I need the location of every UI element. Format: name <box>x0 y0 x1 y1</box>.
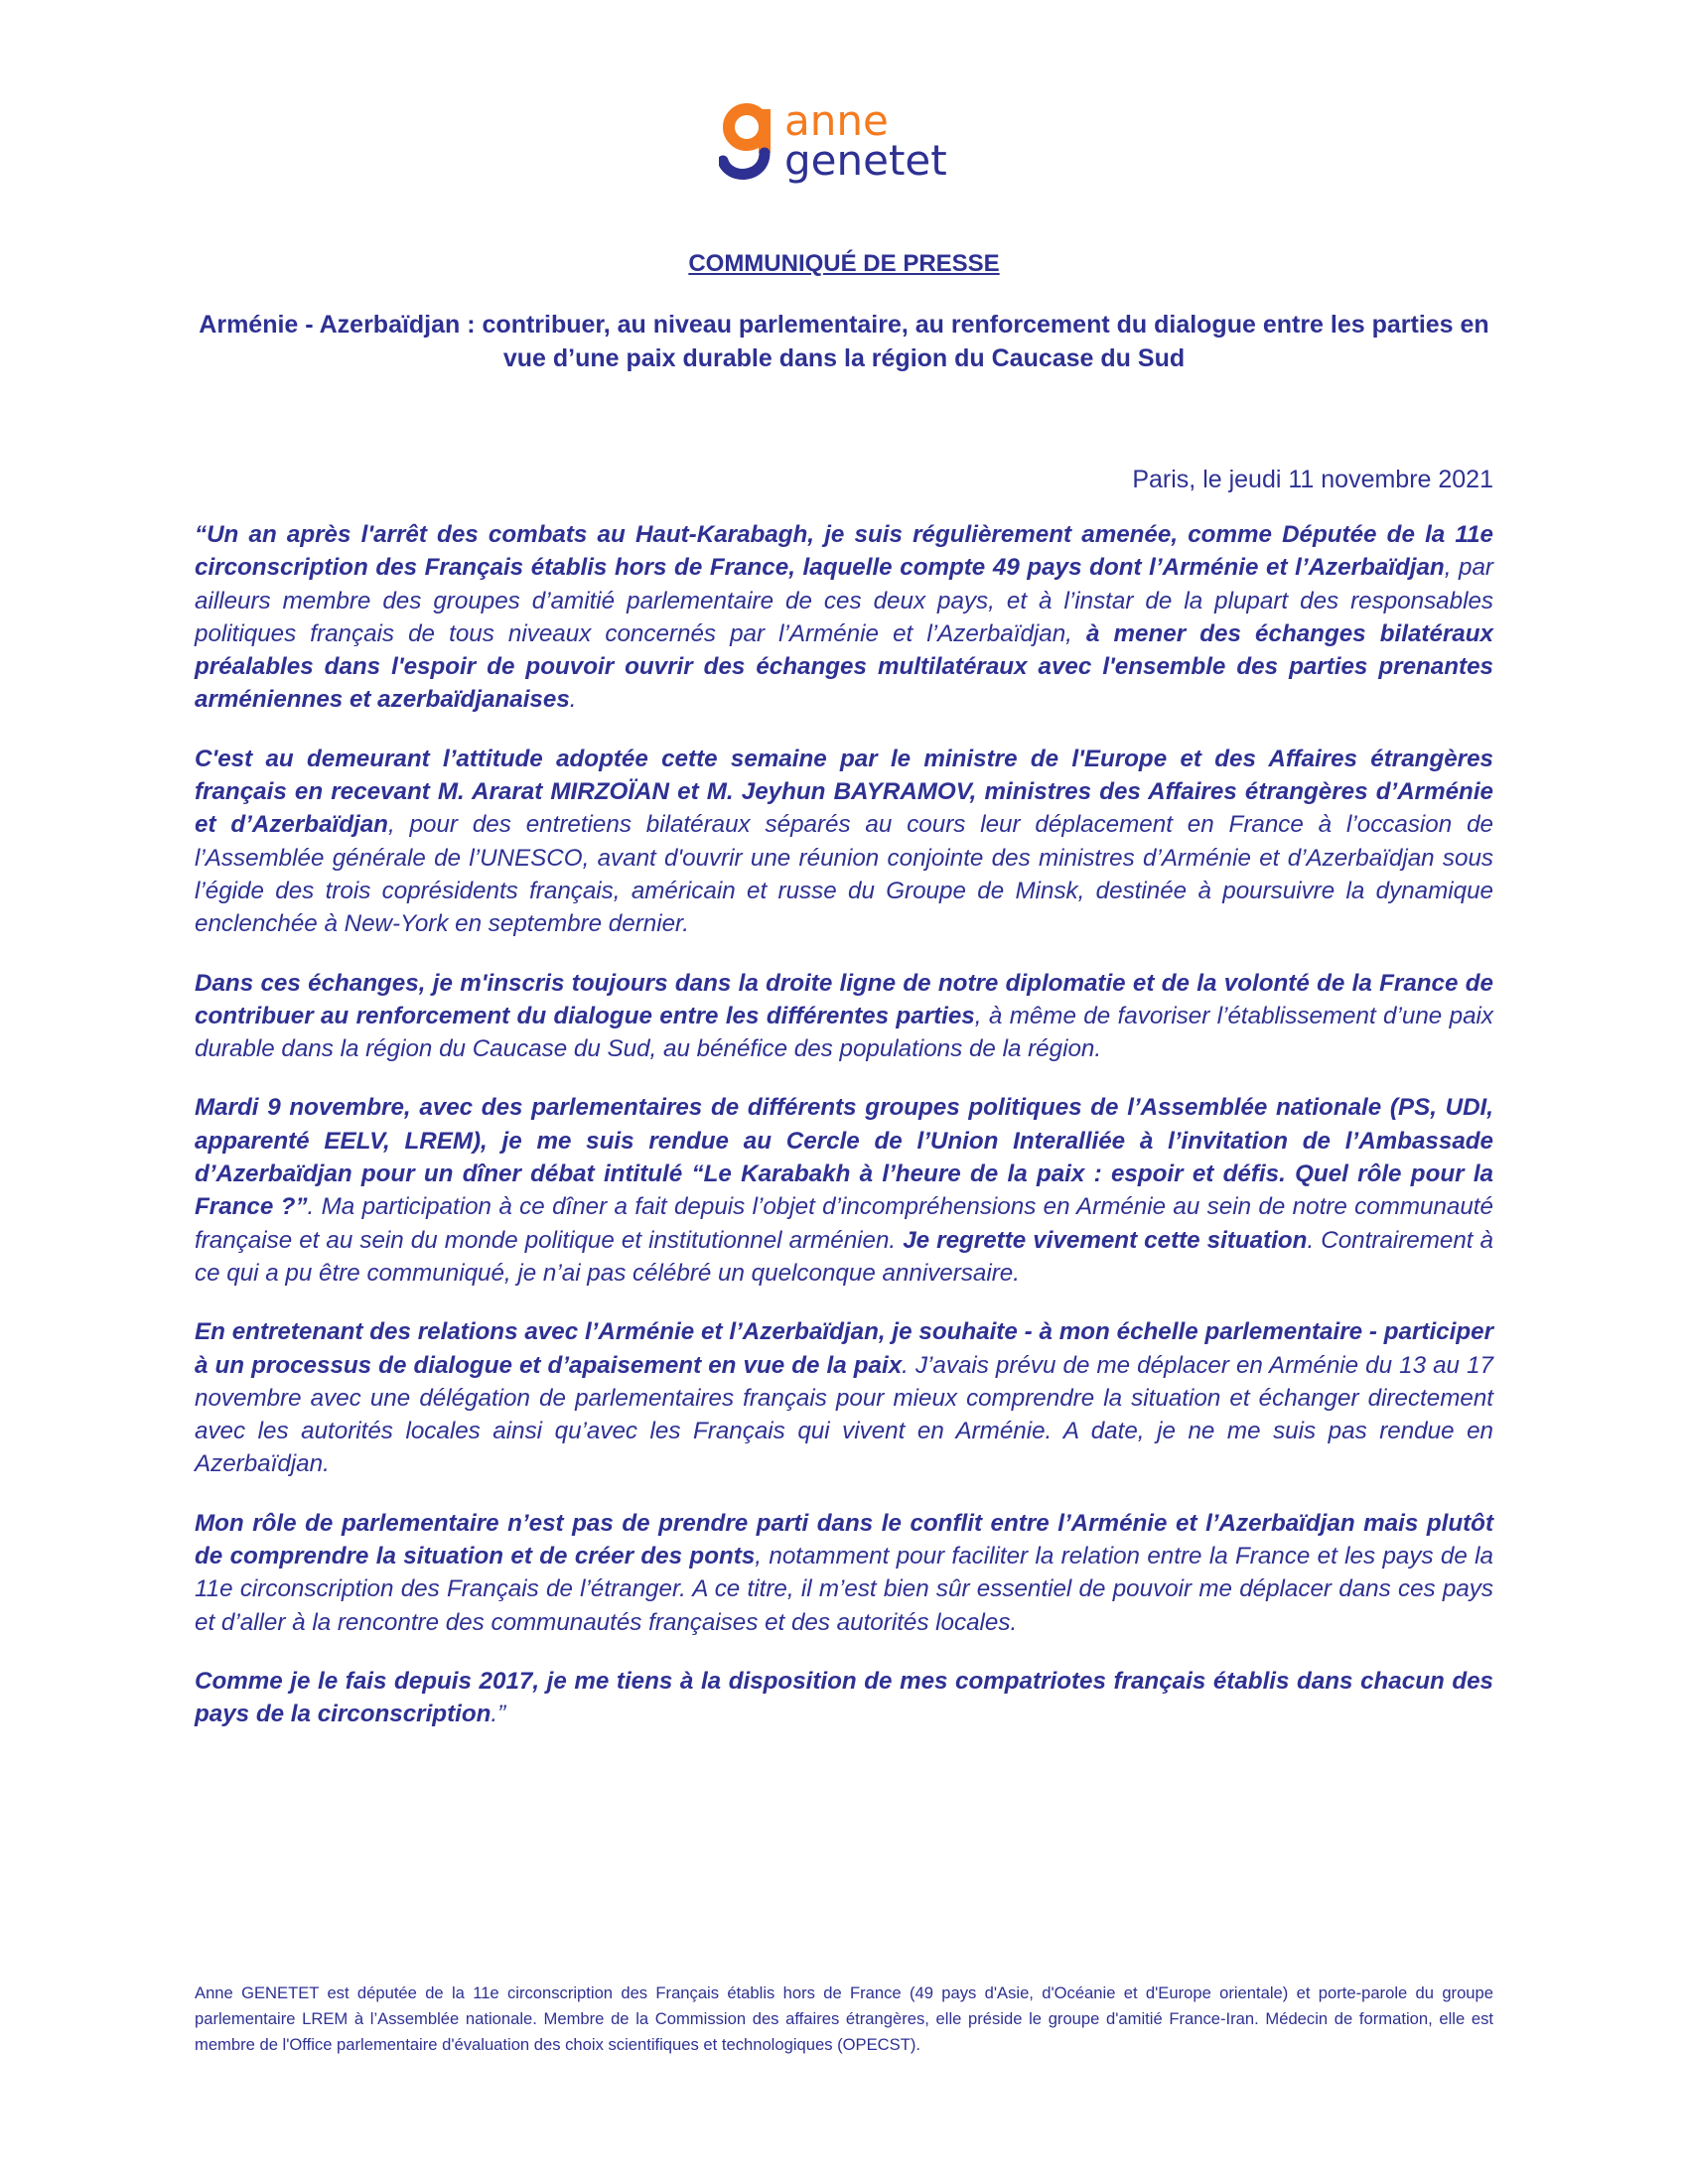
paragraph-3 <box>195 967 1493 1066</box>
body-text: . J’avais prévu de me déplacer en Arménie du 13 au 17 novembre avec une délégation de parlementaires français pour mieux comprendre la situation et échanger directement avec les autorités locales ainsi qu’avec les Français qui vivent en Arménie. A date, je ne me suis pas rendue en Azerbaïdjan. <box>195 1351 1493 1478</box>
subtitle-line-2: vue d’une paix durable dans la région du Caucase du Sud <box>502 344 1186 372</box>
emphasis-text: “Un an après l'arrêt des combats au Haut-Karabagh, je suis régulièrement amenée, comme Députée de la 11e circonscription des Français établis hors de France, laquelle compte 49 pays dont l’Arménie et l’Azerbaïdjan <box>195 521 1493 582</box>
logo-word-anne: anne <box>784 96 889 145</box>
body-text: . Ma participation à ce dîner a fait depuis l’objet d’incompréhensions en Arménie au sein de notre communauté française et au sein du monde politique et institutionnel arménien. <box>195 1193 1493 1254</box>
emphasis-text: Comme je le fais depuis 2017, je me tiens à la disposition de mes compatriotes français établis dans chacun des pays de la circonscription <box>195 1667 1493 1728</box>
anne-genetet-logo <box>719 95 977 191</box>
emphasis-text: Dans ces échanges, je m'inscris toujours dans la droite ligne de notre diplomatie et de la volonté de la France de contribuer au renforcement du dialogue entre les différentes parties <box>195 969 1493 1029</box>
body-text: .” <box>491 1701 506 1728</box>
emphasis-text: C'est au demeurant l’attitude adoptée cette semaine par le ministre de l'Europe et des Affaires étrangères français en recevant M. Ararat MIRZOÏAN et M. Jeyhun BAYRAMOV, ministres des Affaires étrangères d’Arménie et d’Azerbaïdjan <box>195 745 1493 839</box>
paragraph-1 <box>195 518 1493 717</box>
g-monogram-icon <box>723 109 765 174</box>
body-text: , à même de favoriser l’établissement d’une paix durable dans la région du Caucase du Sud, au bénéfice des populations de la région. <box>195 1002 1493 1063</box>
emphasis-text: à mener des échanges bilatéraux préalables dans l'espoir de pouvoir ouvrir des échanges multilatéraux avec l'ensemble des parties prenantes arméniennes et azerbaïdjanaises <box>195 619 1493 714</box>
paragraph-6 <box>195 1507 1493 1639</box>
paragraph-2 <box>195 743 1493 941</box>
press-release-heading: COMMUNIQUÉ DE PRESSE <box>688 250 1000 277</box>
body-text: , par ailleurs membre des groupes d’amitié parlementaire de ces deux pays, et à l’instar de la plupart des responsables politiques français de tous niveaux concernés par l’Arménie et l’Azerbaïdjan, <box>195 554 1493 647</box>
paragraph-5 <box>195 1315 1493 1480</box>
body-text: , notamment pour faciliter la relation entre la France et les pays de la 11e circonscription des Français de l’étranger. A ce titre, il m’est bien sûr essentiel de pouvoir me déplacer dans ces pays et d’aller à la rencontre des communautés françaises et des autorités locales. <box>195 1543 1494 1636</box>
logo-word-genetet: genetet <box>784 136 947 185</box>
press-release-subtitle <box>195 308 1493 375</box>
emphasis-text: En entretenant des relations avec l’Arménie et l’Azerbaïdjan, je souhaite - à mon échelle parlementaire - participer à un processus de dialogue et d’apaisement en vue de la paix <box>195 1318 1493 1379</box>
statement-body <box>195 518 1493 1757</box>
body-text: . Contrairement à ce qui a pu être communiqué, je n’ai pas célébré un quelconque anniversaire. <box>195 1226 1493 1287</box>
paragraph-7 <box>195 1665 1493 1731</box>
author-footnote: Anne GENETET est députée de la 11e circonscription des Français établis hors de France (49 pays d'Asie, d'Océanie et d'Europe orientale) et porte-parole du groupe parlementaire LREM à l’Assemblée nationale. Membre de la Commission des affaires étrangères, elle préside le groupe d'amitié France-Iran. Médecin de formation, elle est membre de l'Office parlementaire d'évaluation des choix scientifiques et technologiques (OPECST). <box>195 1983 1493 2054</box>
body-text: . <box>569 686 577 714</box>
paragraph-4 <box>195 1091 1493 1290</box>
emphasis-text: Mon rôle de parlementaire n’est pas de prendre parti dans le conflit entre l’Arménie et l’Azerbaïdjan mais plutôt de comprendre la situation et de créer des ponts <box>195 1509 1493 1570</box>
emphasis-text: Mardi 9 novembre, avec des parlementaires de différents groupes politiques de l’Assemblée nationale (PS, UDI, apparenté EELV, LREM), je me suis rendue au Cercle de l’Union Interalliée à l’invitation de l’Ambassade d’Azerbaïdjan pour un dîner débat intitulé “Le Karabakh à l’heure de la paix : espoir et défis. Quel rôle pour la France ?” <box>195 1094 1493 1221</box>
dateline: Paris, le jeudi 11 novembre 2021 <box>1132 466 1493 493</box>
subtitle-line-1: Arménie - Azerbaïdjan : contribuer, au niveau parlementaire, au renforcement du dialogue entre les parties en <box>199 311 1489 339</box>
emphasis-text: Je regrette vivement cette situation <box>903 1226 1308 1254</box>
body-text: , pour des entretiens bilatéraux séparés au cours leur déplacement en France à l’occasion de l’Assemblée générale de l’UNESCO, avant d'ouvrir une réunion conjointe des ministres d’Arménie et d’Azerbaïdjan sous l’égide des trois coprésidents français, américain et russe du Groupe de Minsk, destinée à poursuivre la dynamique enclenchée à New-York en septembre dernier. <box>195 811 1493 938</box>
